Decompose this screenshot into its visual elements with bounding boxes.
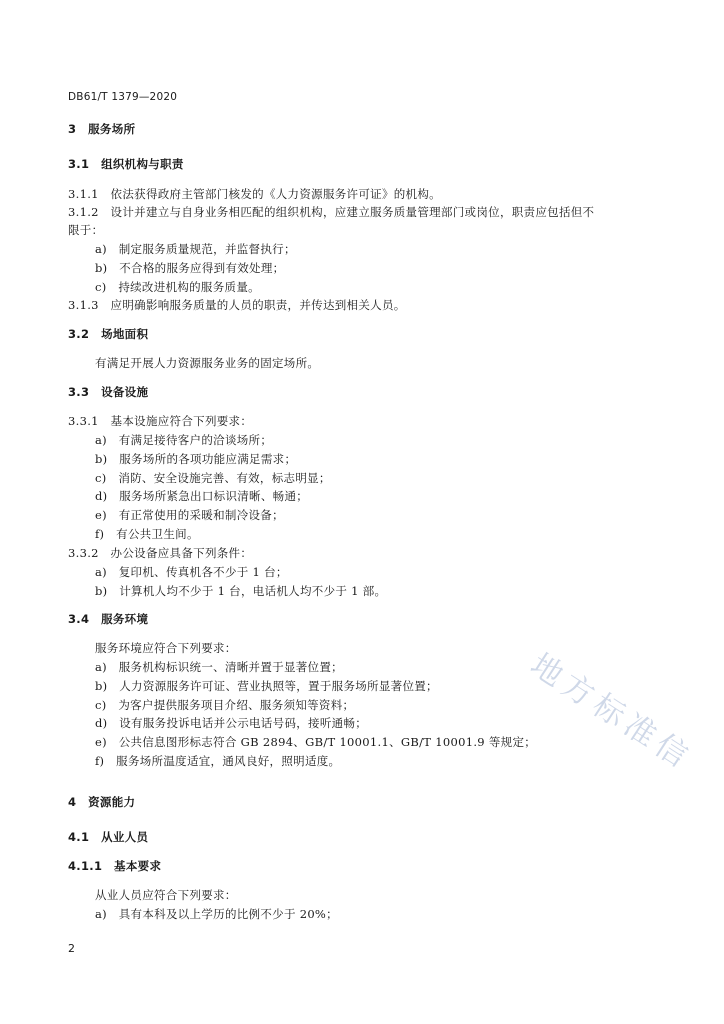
subsubsection-heading: 4.1.1 基本要求 bbox=[68, 859, 162, 873]
clause-paragraph: 3.3.1 基本设施应符合下列要求： bbox=[68, 414, 253, 428]
list-item: d) 设有服务投诉电话并公示电话号码，接听通畅； bbox=[95, 716, 368, 730]
list-item: b) 人力资源服务许可证、营业执照等，置于服务场所显著位置； bbox=[95, 679, 438, 693]
list-item: c) 为客户提供服务项目介绍、服务须知等资料； bbox=[95, 698, 355, 712]
subsection-heading: 3.1 组织机构与职责 bbox=[68, 157, 184, 171]
list-item: a) 服务机构标识统一、清晰并置于显著位置； bbox=[95, 660, 343, 674]
list-item: b) 服务场所的各项功能应满足需求； bbox=[95, 452, 297, 466]
list-item: e) 公共信息图形标志符合 GB 2894、GB/T 10001.1、GB/T 10001.9 等规定； bbox=[95, 735, 537, 749]
body-paragraph: 有满足开展人力资源服务业务的固定场所。 bbox=[95, 356, 320, 370]
subsection-heading: 3.4 服务环境 bbox=[68, 612, 149, 626]
list-item: c) 持续改进机构的服务质量。 bbox=[95, 280, 260, 294]
subsection-heading: 3.2 场地面积 bbox=[68, 327, 149, 341]
section-heading: 3 服务场所 bbox=[68, 122, 136, 136]
clause-paragraph: 3.1.2 设计并建立与自身业务相匹配的组织机构，应建立服务质量管理部门或岗位，职责应包括但不 bbox=[68, 205, 595, 219]
clause-paragraph: 3.1.1 依法获得政府主管部门核发的《人力资源服务许可证》的机构。 bbox=[68, 187, 441, 201]
list-item: a) 制定服务质量规范，并监督执行； bbox=[95, 242, 296, 256]
page-number: 2 bbox=[68, 942, 76, 955]
list-item: a) 有满足接待客户的洽谈场所； bbox=[95, 433, 273, 447]
list-item: c) 消防、安全设施完善、有效，标志明显； bbox=[95, 471, 331, 485]
body-paragraph: 服务环境应符合下列要求： bbox=[95, 641, 237, 655]
list-item: a) 具有本科及以上学历的比例不少于 20%； bbox=[95, 907, 338, 921]
section-heading: 4 资源能力 bbox=[68, 795, 136, 809]
list-item: b) 计算机人均不少于 1 台，电话机人均不少于 1 部。 bbox=[95, 584, 387, 598]
watermark: 地方标准信 bbox=[524, 646, 699, 778]
list-item: f) 有公共卫生间。 bbox=[95, 527, 199, 541]
subsection-heading: 4.1 从业人员 bbox=[68, 830, 149, 844]
list-item: a) 复印机、传真机各不少于 1 台； bbox=[95, 565, 288, 579]
clause-paragraph: 3.1.3 应明确影响服务质量的人员的职责，并传达到相关人员。 bbox=[68, 298, 406, 312]
document-code: DB61/T 1379—2020 bbox=[68, 91, 178, 103]
clause-paragraph: 3.3.2 办公设备应具备下列条件： bbox=[68, 546, 253, 560]
clause-paragraph-continued: 限于： bbox=[68, 223, 104, 237]
list-item: d) 服务场所紧急出口标识清晰、畅通； bbox=[95, 489, 309, 503]
body-paragraph: 从业人员应符合下列要求： bbox=[95, 888, 237, 902]
subsection-heading: 3.3 设备设施 bbox=[68, 385, 149, 399]
list-item: f) 服务场所温度适宜，通风良好，照明适度。 bbox=[95, 754, 341, 768]
list-item: b) 不合格的服务应得到有效处理； bbox=[95, 261, 285, 275]
list-item: e) 有正常使用的采暖和制冷设备； bbox=[95, 508, 284, 522]
